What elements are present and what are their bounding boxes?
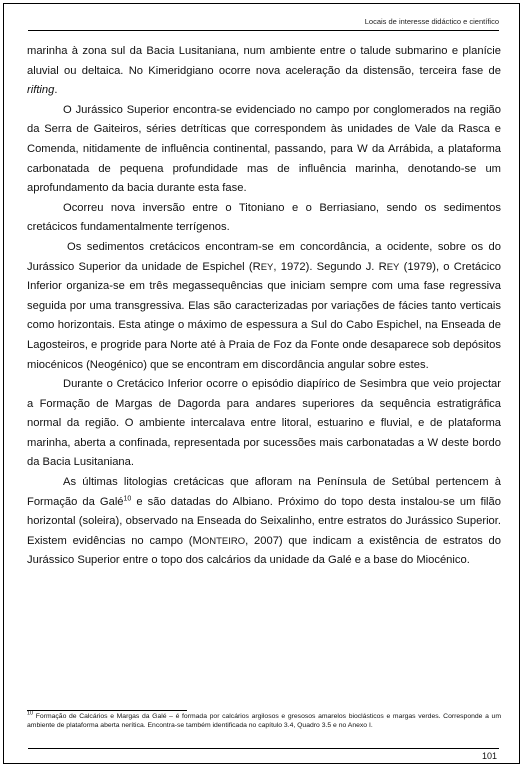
author-smallcaps-3: ONTEIRO (201, 535, 246, 547)
footnote-reference[interactable]: 10 (123, 494, 132, 502)
running-header (28, 16, 499, 31)
paragraph-6-part1: As últimas litologias cretácicas que afloram na Península de Setúbal pertencem à Formação da Galé (27, 476, 501, 508)
paragraph-6-part2: e são datadas do Albiano. Próximo do topo desta instalou-se um filão horizontal (soleira), observado na Enseada do Seixalinho, entre estratos do Jurássico Superior. Existem evidências no campo (M (27, 495, 501, 547)
paragraph-1-italic-term: rifting (27, 84, 55, 97)
paragraph-5: Durante o Cretácico Inferior ocorre o episódio diapírico de Sesimbra que veio projectar a Formação de Margas de Dagorda para andares superiores da sequência estratigráfica normal da região. O ambiente intercalava entre litoral, estuarino e fluvial, e de plataforma marinha, aberta a confinada, representada por sucessões mais carbonatadas a W deste bordo da Bacia Lusitaniana. (27, 378, 501, 469)
footer-rule (28, 748, 499, 749)
running-title: Locais de interesse didáctico e científico (364, 17, 499, 26)
document-page (3, 3, 520, 764)
paragraph-4 (27, 238, 501, 375)
paragraph-1 (27, 42, 501, 101)
author-smallcaps-2: EY (386, 261, 400, 273)
author-smallcaps-1: EY (260, 261, 274, 273)
body-text (27, 42, 501, 571)
paragraph-4-part2: , 1972). Segundo J. R (273, 260, 387, 273)
footnote (27, 712, 501, 730)
page-number: 101 (481, 751, 497, 761)
paragraph-3: Ocorreu nova inversão entre o Titoniano e o Berriasiano, sendo os sedimentos cretácicos fundamentalmente terrígenos. (27, 201, 501, 234)
footnote-separator (27, 710, 187, 711)
paragraph-2: O Jurássico Superior encontra-se evidenciado no campo por conglomerados na região da Serra de Gaiteiros, séries detríticas que correspondem às unidades de Vale da Rasca e Comenda, nitidamente de influência continental, passando, para W da Arrábida, a plataforma carbonatada de pequena profundidade mas de influência marinha, denotando-se um aprofundamento da bacia durante esta fase. (27, 103, 501, 195)
paragraph-6 (27, 473, 501, 571)
footnote-number: 10 (27, 710, 34, 717)
paragraph-1-text: marinha à zona sul da Bacia Lusitaniana, num ambiente entre o talude submarino e planície aluvial ou deltaica. No Kimeridgiano ocorre nova aceleração da distensão, terceira fase de (27, 45, 501, 77)
paragraph-4-part1: Os sedimentos cretácicos encontram-se em concordância, a ocidente, sobre os do Jurássico Superior da unidade de Espichel (R (27, 240, 501, 273)
paragraph-4-part3: (1979), o Cretácico Inferior organiza-se em três megassequências que iniciam sempre com uma fase regressiva seguida por uma transgressiva. Elas são caracterizadas por variações de fácies tanto verticais como horizontais. Esta atinge o máximo de espessura a Sul do Cabo Espichel, na Enseada de Lagosteiros, e progride para Norte até à Praia de Foz da Fonte onde desaparece sob depósitos miocénicos (Neogénico) que se encontram em discordância angular sobre estes. (27, 260, 502, 371)
footnote-text: Formação de Calcários e Margas da Galé – é formada por calcários argilosos e gresosos amarelos bioclásticos e margas verdes. Corresponde a um ambiente de plataforma aberta nerítica. Encontra-se também identificada no capítulo 3.4, Quadro 3.5 e no Anexo I. (27, 713, 501, 729)
paragraph-6-part3: , 2007) que indicam a existência de estratos do Jurássico Superior entre o topo dos calcários da unidade da Galé e a base do Miocénico. (27, 534, 501, 567)
paragraph-1-end: . (54, 84, 58, 97)
